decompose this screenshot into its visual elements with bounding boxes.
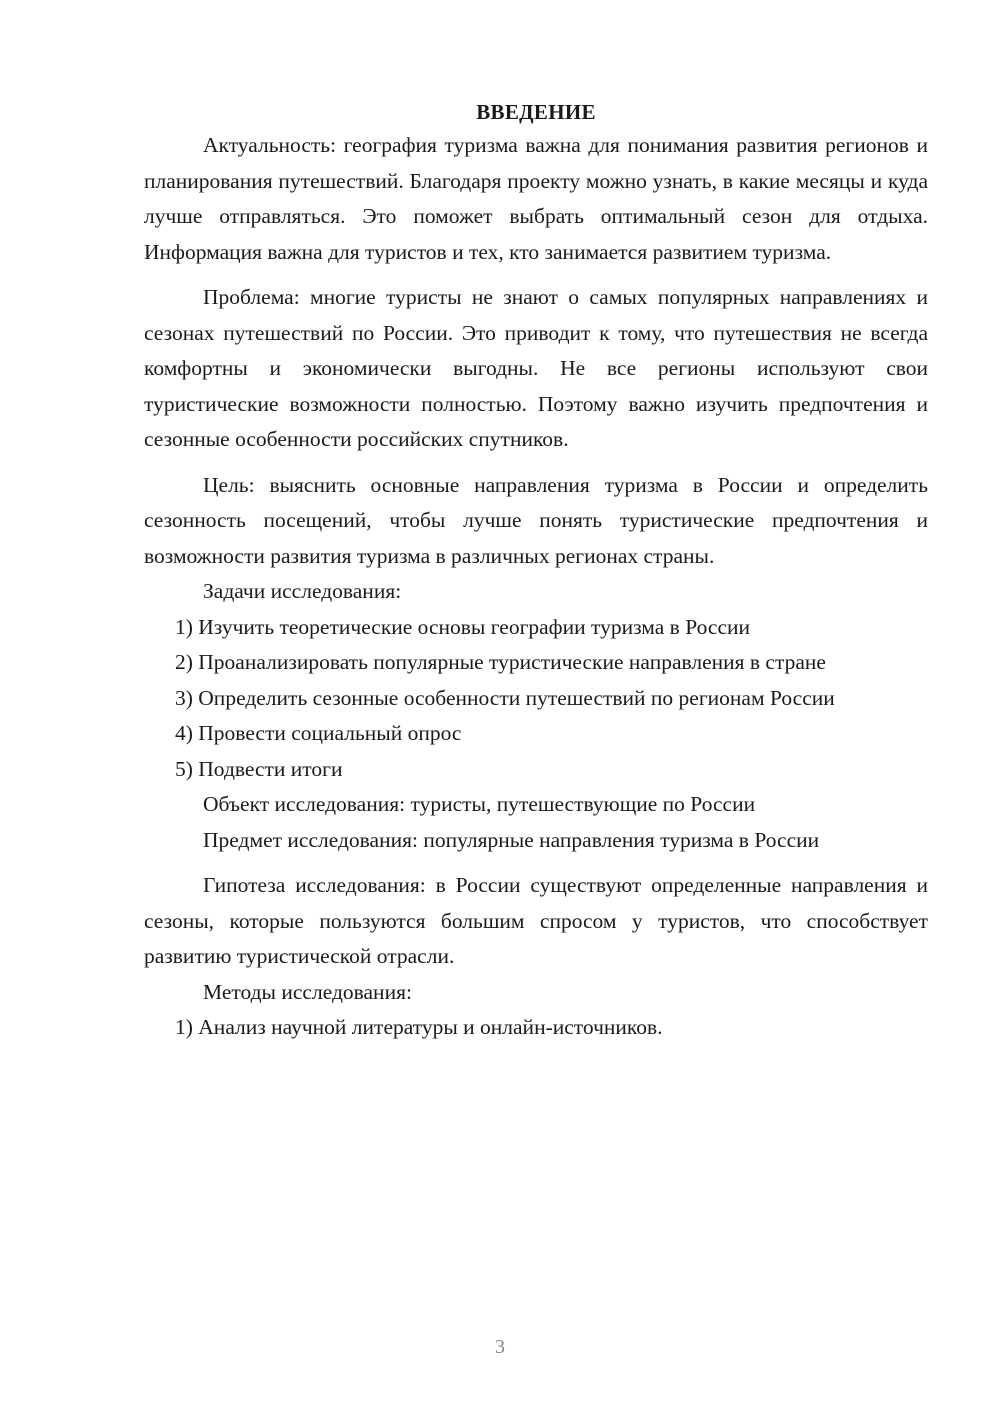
goal-paragraph: Цель: выяснить основные направления туризма в России и определить сезонность посещений, чтобы лучше понять туристические предпочтения и возможности развития туризма в различных регионах страны. — [144, 472, 928, 568]
task-item-5: 5) Подвести итоги — [175, 756, 343, 781]
research-object: Объект исследования: туристы, путешествующие по России — [203, 792, 756, 816]
methods-heading: Методы исследования: — [203, 979, 412, 1004]
document-page — [144, 96, 928, 1046]
task-item-2: 2) Проанализировать популярные туристические направления в стране — [175, 650, 826, 674]
hypothesis-paragraph: Гипотеза исследования: в России существуют определенные направления и сезоны, которые пользуются большим спросом у туристов, что способствует развитию туристической отрасли. — [144, 873, 928, 968]
tasks-heading: Задачи исследования: — [203, 579, 402, 603]
section-title: ВВЕДЕНИЕ — [476, 100, 596, 124]
method-item-1: 1) Анализ научной литературы и онлайн-источников. — [175, 1015, 663, 1039]
page-number: 3 — [495, 1336, 505, 1358]
research-subject: Предмет исследования: популярные направления туризма в России — [203, 827, 820, 852]
task-item-3: 3) Определить сезонные особенности путешествий по регионам России — [175, 685, 835, 710]
relevance-paragraph: Актуальность: география туризма важна для понимания развития регионов и планирования путешествий. Благодаря проекту можно узнать, в какие месяцы и куда лучше отправляться. Это поможет выбрать оптимальный сезон для отдыха. Информация важна для туристов и тех, кто занимается развитием туризма. — [144, 133, 928, 264]
task-item-1: 1) Изучить теоретические основы географии туризма в России — [175, 614, 751, 639]
problem-paragraph: Проблема: многие туристы не знают о самых популярных направлениях и сезонах путешествий по России. Это приводит к тому, что путешествия не всегда комфортны и экономически выгодны. Не все регионы используют свои туристические возможности полностью. Поэтому важно изучить предпочтения и сезонные особенности российских спутников. — [144, 285, 928, 451]
task-item-4: 4) Провести социальный опрос — [175, 721, 462, 745]
